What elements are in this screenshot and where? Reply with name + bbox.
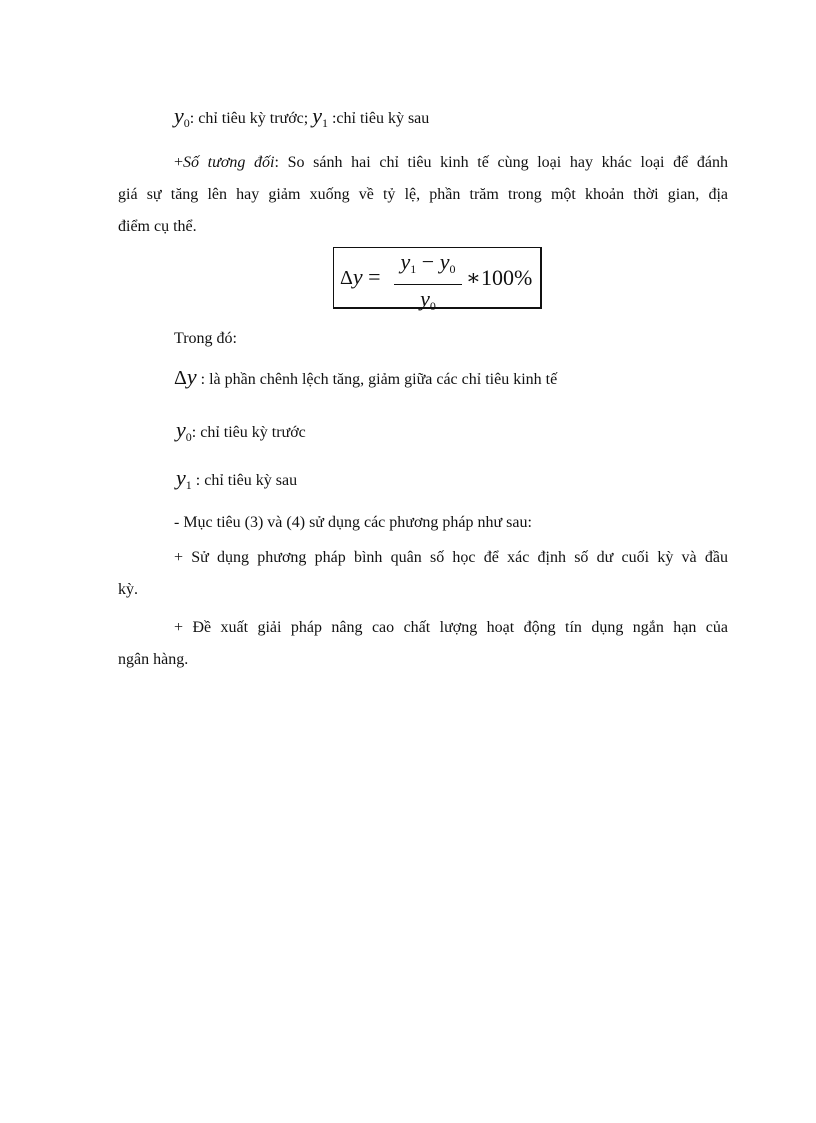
relative-term: Số tương đối — [183, 154, 275, 171]
bullet-1-line-2: kỳ. — [118, 581, 138, 598]
formula-lhs: Δy = — [340, 264, 381, 289]
formula-denominator: $y_0$ — [420, 286, 436, 313]
y0-y1-definition-line — [174, 103, 430, 133]
y0-symbol: $y_0$ — [174, 103, 190, 130]
formula-numerator: $y_1 - y_0$ — [400, 249, 456, 276]
bullet-2-line-2: ngân hàng. — [118, 651, 189, 668]
formula-fraction — [394, 250, 462, 318]
y1-symbol: $y_1$ — [312, 103, 328, 130]
y1-definition: $y_1$ : chỉ tiêu kỳ sau — [176, 465, 298, 492]
relative-paragraph-line-1: +Số tương đối: So sánh hai chỉ tiêu kinh tế cùng loại hay khác loại để đánh — [174, 154, 729, 171]
y1-text: :chỉ tiêu kỳ sau — [327, 110, 430, 127]
relative-paragraph-line-3: điểm cụ thể. — [118, 218, 197, 235]
bullet-2-line-1: + Đề xuất giải pháp nâng cao chất lượng hoạt động tín dụng ngắn hạn của — [174, 619, 728, 636]
where-label: Trong đó: — [174, 330, 237, 347]
relative-paragraph-line-2: giá sự tăng lên hay giảm xuống về tỷ lệ, phần trăm trong một khoản thời gian, địa — [118, 186, 728, 203]
delta-y-definition: Δy : là phần chênh lệch tăng, giảm giữa các chỉ tiêu kinh tế — [174, 364, 558, 389]
formula-rhs: ∗100% — [466, 265, 533, 290]
goal-line: - Mục tiêu (3) và (4) sử dụng các phương pháp như sau: — [174, 514, 532, 531]
fraction-bar — [394, 284, 462, 285]
y0-definition: $y_0$: chỉ tiêu kỳ trước — [176, 417, 306, 444]
bullet-1-line-1: + Sử dụng phương pháp bình quân số học để xác định số dư cuối kỳ và đầu — [174, 549, 728, 566]
y0-text: : chỉ tiêu kỳ trước; — [189, 110, 313, 127]
relative-change-formula — [333, 247, 542, 313]
